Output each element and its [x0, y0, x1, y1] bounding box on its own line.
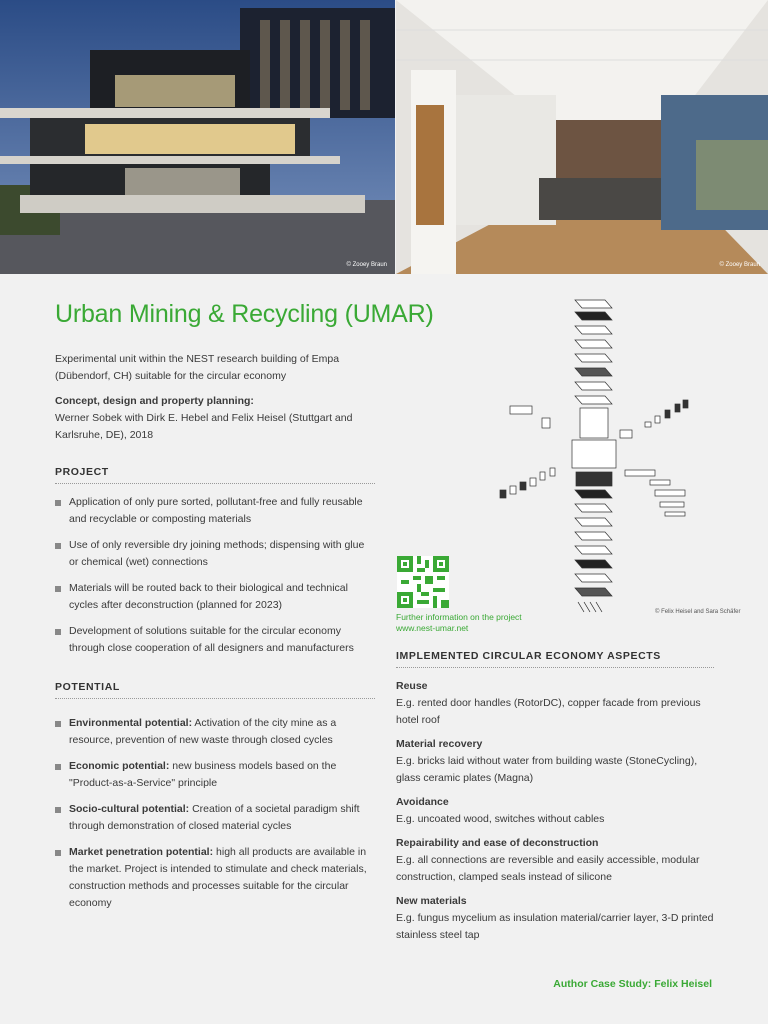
aspect-text: E.g. fungus mycelium as insulation material/carrier layer, 3-D printed stainless steel tap: [396, 912, 714, 941]
further-info: [396, 612, 522, 634]
potential-label: Economic potential:: [69, 760, 170, 772]
author-credit: Author Case Study: Felix Heisel: [553, 978, 712, 990]
aspect-title: Avoidance: [396, 796, 449, 808]
potential-text: Activation of the city mine as a resource, prevention of new waste through closed cycles: [69, 717, 337, 746]
potential-heading: POTENTIAL: [55, 681, 375, 699]
potential-item: [55, 758, 375, 792]
building-exterior-photo: [0, 0, 395, 274]
concept-text: Werner Sobek with Dirk E. Hebel and Felix Heisel (Stuttgart and Karlsruhe, DE), 2018: [55, 412, 353, 441]
potential-item: [55, 844, 375, 912]
project-item: Application of only pure sorted, pollutant-free and fully reusable and recyclable or composting materials: [55, 494, 375, 528]
page-title: Urban Mining & Recycling (UMAR): [55, 300, 434, 328]
aspect-title: New materials: [396, 895, 467, 907]
potential-label: Market penetration potential:: [69, 846, 214, 858]
aspect-text: E.g. uncoated wood, switches without cables: [396, 813, 605, 825]
potential-item: [55, 801, 375, 835]
interior-photo: [396, 0, 768, 274]
header-photos: [0, 0, 768, 274]
project-item: Materials will be routed back to their biological and technical cycles after deconstruction (planned for 2023): [55, 580, 375, 614]
potential-label: Environmental potential:: [69, 717, 193, 729]
potential-label: Socio-cultural potential:: [69, 803, 190, 815]
aspect-item: [396, 794, 714, 828]
project-section: [55, 466, 375, 657]
exploded-axonometric-drawing: [480, 290, 750, 630]
aspects-heading: IMPLEMENTED CIRCULAR ECONOMY ASPECTS: [396, 650, 714, 668]
potential-section: [55, 681, 375, 912]
aspect-title: Material recovery: [396, 738, 483, 750]
qr-code[interactable]: [397, 556, 449, 608]
aspect-text: E.g. bricks laid without water from building waste (StoneCycling), glass ceramic plates (Magna): [396, 755, 698, 784]
aspect-item: [396, 835, 714, 886]
intro-text: Experimental unit within the NEST research building of Empa (Dübendorf, CH) suitable for the circular economy: [55, 353, 340, 382]
aspect-title: Repairability and ease of deconstruction: [396, 837, 599, 849]
aspect-text: E.g. all connections are reversible and easily accessible, modular construction, clamped seals instead of silicone: [396, 854, 700, 883]
further-info-link[interactable]: www.nest-umar.net: [396, 623, 469, 633]
aspect-text: E.g. rented door handles (RotorDC), copper facade from previous hotel roof: [396, 697, 701, 726]
potential-text: new business models based on the "Product-as-a-Service" principle: [69, 760, 337, 789]
photo-credit-left: © Zooey Braun: [346, 262, 387, 268]
project-item: Development of solutions suitable for the circular economy through close cooperation of all designers and manufacturers: [55, 623, 375, 657]
potential-text: high all products are available in the market. Project is intended to stimulate and check materials, construction methods and processes suitable for the circular economy: [69, 846, 367, 909]
project-heading: PROJECT: [55, 466, 375, 484]
aspect-item: [396, 736, 714, 787]
concept-label: Concept, design and property planning:: [55, 395, 254, 407]
potential-item: [55, 715, 375, 749]
photo-credit-right: © Zooey Braun: [719, 262, 760, 268]
aspect-item: [396, 678, 714, 729]
drawing-credit: © Felix Heisel and Sara Schäfer: [655, 609, 741, 615]
project-item: Use of only reversible dry joining methods; dispensing with glue or chemical (wet) connections: [55, 537, 375, 571]
potential-text: Creation of a societal paradigm shift through demonstration of closed material cycles: [69, 803, 360, 832]
aspect-item: [396, 893, 714, 944]
aspect-title: Reuse: [396, 680, 428, 692]
further-info-label: Further information on the project: [396, 612, 522, 622]
aspects-section: [396, 650, 714, 951]
